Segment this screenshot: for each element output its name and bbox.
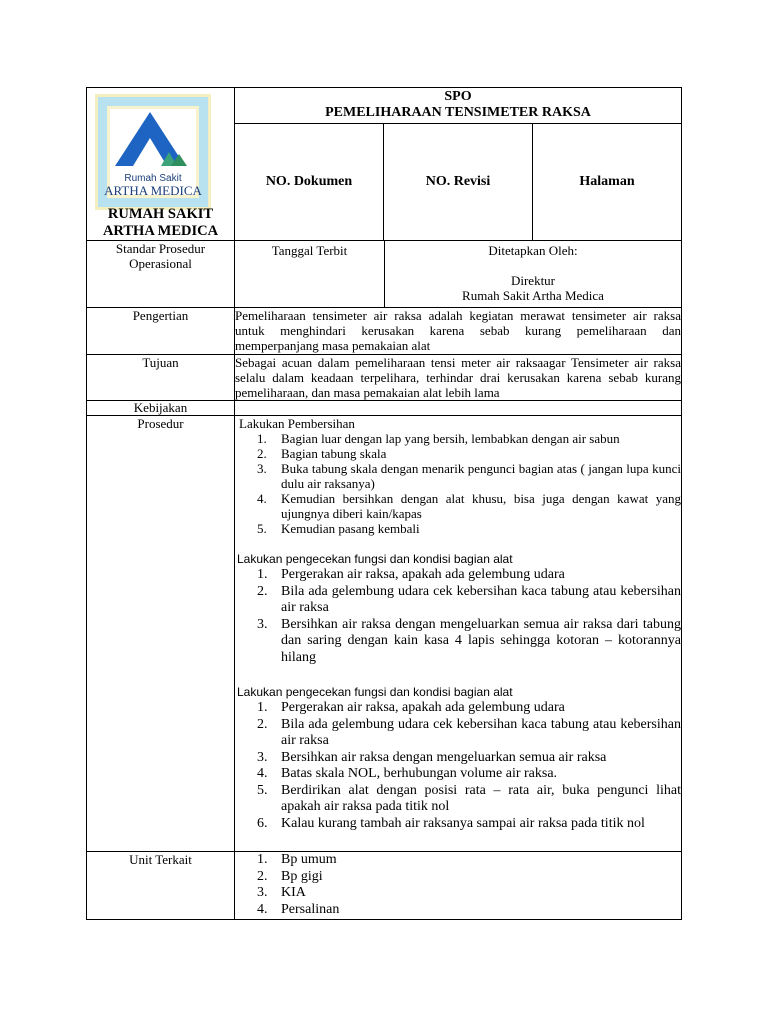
jabatan-direktur: Direktur: [510, 273, 556, 288]
spo-label: SPO: [444, 89, 472, 104]
list-item: 4. Persalinan: [257, 901, 340, 917]
list-item: 5. Kemudian pasang kembali: [257, 521, 420, 536]
spo-document-title: PEMELIHARAAN TENSIMETER RAKSA: [325, 105, 591, 120]
pengertian-text: Pemeliharaan tensimeter air raksa adalah kegiatan merawat tensimeter air raksa untuk menghindari kerusakan karena sebab kurang pemeliharaan dan memperpanjang masa pemakaian alat: [235, 308, 681, 353]
tujuan-text: Sebagai acuan dalam pemeliharaan tensi meter air raksaagar Tensimeter air raksa selalu dalam keadaan terpelihara, terhindar drai kerusakan karena sebab kurang pemeliharaan, dan masa pemakaian alat lebih lama: [235, 355, 681, 400]
list-item: 1. Pergerakan air raksa, apakah ada gelembung udara: [257, 567, 565, 582]
prosedur-label: Prosedur: [87, 416, 235, 852]
kebijakan-label: Kebijakan: [87, 401, 235, 416]
list-item: 1. Bp umum: [257, 852, 337, 867]
logo-graphic: [95, 94, 211, 210]
pengertian-label: Pengertian: [87, 308, 235, 355]
list-item: 2. Bp gigi: [257, 868, 323, 884]
spo-table: [86, 87, 682, 920]
list-item: 3. Bersihkan air raksa dengan mengeluarkan semua air raksa dari tabung dan saring dengan kain kasa 4 lapis sehingga kotoran – kotorannya hilang: [257, 616, 681, 665]
logo-text-top: Rumah Sakit: [124, 173, 182, 184]
kebijakan-text: [235, 401, 682, 416]
tujuan-label: Tujuan: [87, 355, 235, 401]
hospital-name: [87, 206, 234, 240]
list-item: 4. Batas skala NOL, berhubungan volume air raksa.: [257, 766, 558, 781]
sop-label: Standar Prosedur Operasional: [87, 241, 235, 308]
document-info-row: [235, 123, 681, 240]
ditetapkan-oleh: Ditetapkan Oleh:: [488, 243, 578, 258]
section2-list: [235, 567, 681, 666]
list-item: 1. Pergerakan air raksa, apakah ada gelembung udara: [257, 700, 565, 715]
hospital-logo: [95, 94, 211, 210]
list-item: 1. Bagian luar dengan lap yang bersih, lembabkan dengan air sabun: [257, 431, 620, 446]
hospital-name-line2: ARTHA MEDICA: [102, 223, 219, 239]
ditetapkan-block: [385, 241, 681, 307]
section2-title: Lakukan pengecekan fungsi dan kondisi bagian alat: [237, 552, 513, 566]
tanggal-terbit: Tanggal Terbit: [235, 241, 385, 307]
header-right: [235, 88, 682, 241]
spo-title: [235, 88, 681, 123]
list-item: 3. KIA: [257, 885, 306, 900]
list-item: 2. Bila ada gelembung udara cek kebersihan kaca tabung atau kebersihan air raksa: [257, 583, 681, 615]
institusi-name: Rumah Sakit Artha Medica: [462, 288, 604, 303]
section3-title: Lakukan pengecekan fungsi dan kondisi bagian alat: [237, 685, 513, 699]
logo-cell: [87, 88, 235, 241]
list-item: 3. Bersihkan air raksa dengan mengeluarkan semua air raksa: [257, 749, 607, 765]
list-item: 6. Kalau kurang tambah air raksanya sampai air raksa pada titik nol: [257, 815, 645, 831]
section1-title: Lakukan Pembersihan: [239, 416, 355, 431]
section1-list: [235, 431, 681, 536]
list-item: 3. Buka tabung skala dengan menarik pengunci bagian atas ( jangan lupa kunci dulu air raksanya): [257, 461, 681, 491]
no-dokumen-header: NO. Dokumen: [265, 174, 353, 189]
no-revisi-header: NO. Revisi: [383, 124, 532, 240]
halaman-header: Halaman: [532, 124, 681, 240]
list-item: 5. Berdirikan alat dengan posisi rata – rata air, buka pengunci lihat apakah air raksa pada titik nol: [257, 782, 681, 814]
list-item: 4. Kemudian bersihkan dengan alat khusu, bisa juga dengan kawat yang ujungnya diberi kain/kapas: [257, 491, 681, 521]
list-item: 2. Bila ada gelembung udara cek kebersihan kaca tabung atau kebersihan air raksa: [257, 716, 681, 748]
prosedur-content: [235, 416, 682, 852]
unit-terkait-content: [235, 852, 682, 920]
hospital-name-line1: RUMAH SAKIT: [107, 206, 214, 222]
list-item: 2. Bagian tabung skala: [257, 446, 387, 461]
unit-terkait-label: Unit Terkait: [87, 852, 235, 920]
section3-list: [235, 700, 681, 832]
meta-cell: [235, 241, 682, 308]
logo-text-bottom: ARTHA MEDICA: [104, 183, 202, 198]
unit-terkait-list: [235, 852, 681, 918]
